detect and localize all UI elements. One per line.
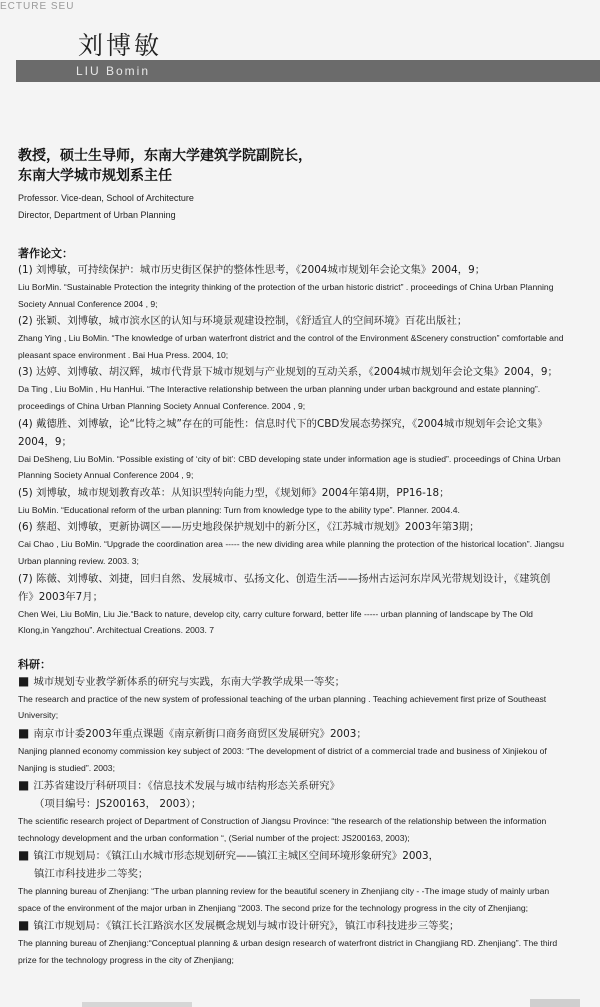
title-english-line-1: Professor. Vice-dean, School of Architecture [18,193,194,203]
title-english-line-2: Director, Department of Urban Planning [18,210,176,220]
title-chinese-line-2: 东南大学城市规划系主任 [18,168,172,184]
papers-heading: 著作论文： [18,247,73,260]
paper-cn: (7) 陈薇、刘博敏、刘捷，回归自然、发展城市、弘扬文化、创造生活——扬州古运河东岸风光带规划设计，《建筑创作》2003年7月； [18,572,551,603]
running-head: ECTURE SEU [0,1,75,12]
paper-en: Chen Wei, Liu BoMin, Liu Jie.“Back to nature, develop city, carry culture forward, better life ----- urban planning of landscape by The Old Klong,in Yangzhou”. Architectual Creations. 2003. 7 [18,608,533,636]
paper-en: Da Ting , Liu BoMin , Hu HanHui. “The Interactive relationship between the urban planning under urban background and estate planning”. proceedings of China Urban Planning Society Annual Conference. 2004 , 9; [18,384,541,411]
research-item-en: Nanjing planned economy commission key subject of 2003: “The development of district of a commercial trade and business of Xinjiekou of Nanjing is studied”. 2003; [18,745,547,773]
paper-en: Liu BoMin. “Educational reform of the urban planning: Turn from knowledge type to the ability type”. Planner. 2004.4. [18,504,460,515]
research-item-cn-continued: 镇江市科技进步二等奖； [34,868,149,881]
author-name-chinese: 刘博敏 [78,31,163,60]
square-bullet-icon: ■ [18,673,30,688]
square-bullet-icon: ■ [18,778,30,793]
name-banner [16,60,600,82]
paper-cn: (4) 戴德胜、刘博敏，论“比特之城”存在的可能性：信息时代下的CBD发展态势探究，《2004城市规划年会论文集》2004，9； [18,417,548,448]
research-item-en: The planning bureau of Zhenjiang:“Conceptual planning & urban design research of waterfront district in Changjiang RD. Zhenjiang”. The third prize for the technology progress in the city of Zhenjiang; [18,938,558,966]
research-item-cn-continued: （项目编号：JS200163， 2003）； [34,798,202,811]
paper-cn: (5) 刘博敏，城市规划教育改革：从知识型转向能力型，《规划师》2004年第4期，PP16-18； [18,486,450,499]
footer-bar-fragment [530,999,580,1007]
profile-content [18,146,564,969]
paper-en: Zhang Ying , Liu BoMin. “The knowledge of urban waterfront district and the control of the Environment &Scenery construction” comfortable and pleasant space environment . Bai Hua Press. 2004, 10; [18,333,564,360]
paper-en: Dai DeSheng, Liu BoMin. “Possible existing of ‘city of bit’: CBD developing state under information age is studied”. proceedings of China Urban Planning Society Annual Conference 2004 , 9; [18,453,561,481]
research-item-en: The planning bureau of Zhenjiang: “The urban planning review for the beautiful scenery in Zhenjiang city - -The image study of mainly urban space of the environment of the major urban in Zhenjiang “2003. The second prize for the technology progress in the city of Zhenjiang; [18,886,550,913]
research-item-cn: ■ 江苏省建设厅科研项目：《信息技术发展与城市结构形态关系研究》 [18,778,340,793]
square-bullet-icon: ■ [18,725,30,740]
paper-en: Liu BorMin. “Sustainable Protection the integrity thinking of the protection of the urban historic district” . proceedings of China Urban Planning Society Annual Conference 2004 , 9; [18,282,554,309]
research-item-cn: ■ 南京市计委2003年重点课题《南京新街口商务商贸区发展研究》2003； [18,725,367,740]
research-item-cn: ■ 城市规划专业教学新体系的研究与实践，东南大学教学成果一等奖； [18,673,346,688]
square-bullet-icon: ■ [18,848,30,863]
author-name-english: LIU Bomin [76,64,151,78]
papers-list [18,261,564,639]
footer-image-fragment [82,1002,192,1007]
paper-cn: (2) 张颖、刘博敏，城市滨水区的认知与环境景观建设控制，《舒适宜人的空间环境》百花出版社； [18,315,468,328]
square-bullet-icon: ■ [18,918,30,933]
title-chinese-line-1: 教授，硕士生导师，东南大学建筑学院副院长， [18,148,312,164]
research-item-cn: ■ 镇江市规划局：《镇江山水城市形态规划研究——镇江主城区空间环境形象研究》2003， [18,848,440,863]
paper-cn: (6) 蔡超、刘博敏，更新协调区——历史地段保护规划中的新分区，《江苏城市规划》2003年第3期； [18,521,480,534]
paper-cn: (3) 达婷、刘博敏、胡汉辉，城市代背景下城市规划与产业规划的互动关系，《2004城市规划年会论文集》2004，9； [18,366,558,379]
research-list [18,672,564,969]
research-item-en: The research and practice of the new system of professional teaching of the urban planning . Teaching achievement first prize of Southeast University; [18,693,547,721]
research-item-en: The scientific research project of Department of Construction of Jiangsu Province: “the research of the relationship between the information technology development and the urban conformation “, (Serial number of the project: JS200163, 2003); [18,816,547,843]
research-heading: 科研： [18,657,51,671]
paper-en: Cai Chao , Liu BoMin. “Upgrade the coordination area ----- the new dividing area while planning the protection of the historical location”. Jiangsu Urban planning review. 2003. 3; [18,539,565,566]
paper-cn: (1) 刘博敏，可持续保护：城市历史街区保护的整体性思考，《2004城市规划年会论文集》2004，9； [18,264,486,276]
research-item-cn: ■ 镇江市规划局：《镇江长江路滨水区发展概念规划与城市设计研究》，镇江市科技进步三等奖； [18,918,460,933]
